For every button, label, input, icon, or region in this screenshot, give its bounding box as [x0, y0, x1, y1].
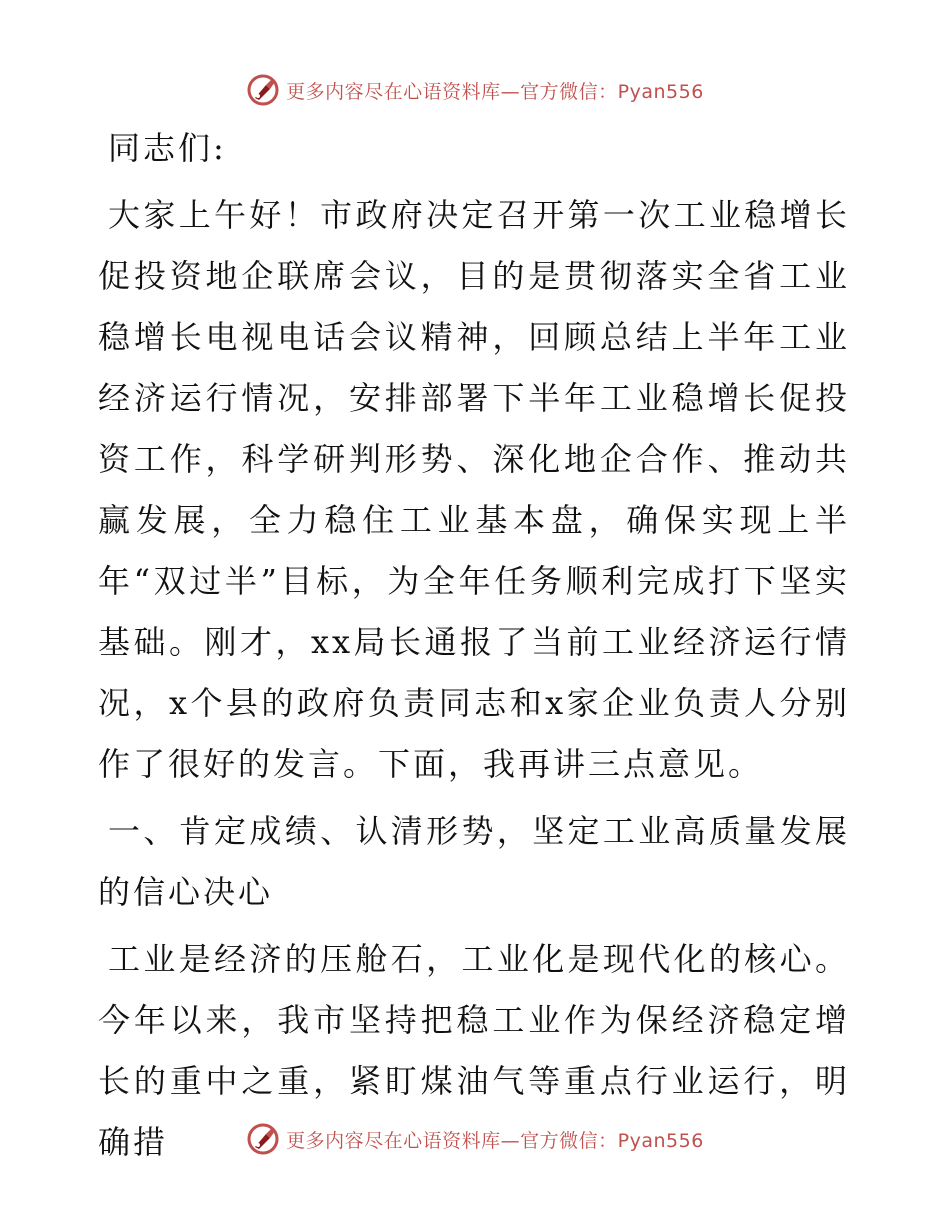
header-watermark — [0, 70, 950, 110]
footer-watermark — [0, 1119, 950, 1159]
section-heading-1: 一、肯定成绩、认清形势，坚定工业高质量发展的信心决心 — [98, 812, 850, 911]
paragraph-opening: 大家上午好！市政府决定召开第一次工业稳增长促投资地企联席会议，目的是贯彻落实全省工业稳增长电视电话会议精神，回顾总结上半年工业经济运行情况，安排部署下半年工业稳增长促投资工作，科学研判形势、深化地企合作、推动共赢发展，全力稳住工业基本盘，确保实现上半年“双过半”目标，为全年任务顺利完成打下坚实基础。刚才，xx局长通报了当前工业经济运行情况，x个县的政府负责同志和x家企业负责人分别作了很好的发言。下面，我再讲三点意见。 — [98, 196, 850, 783]
watermark-text: 更多内容尽在心语资料库—官方微信：Pyan556 — [286, 1129, 704, 1152]
pen-nib-circle-icon — [246, 1122, 280, 1156]
document-body — [98, 118, 850, 1173]
greeting: 同志们: — [108, 129, 227, 167]
paragraph-section-1: 工业是经济的压舱石，工业化是现代化的核心。今年以来，我市坚持把稳工业作为保经济稳定增长的重中之重，紧盯煤油气等重点行业运行，明确措 — [98, 940, 850, 1161]
pen-nib-circle-icon — [246, 73, 280, 107]
watermark-text: 更多内容尽在心语资料库—官方微信：Pyan556 — [286, 80, 704, 103]
